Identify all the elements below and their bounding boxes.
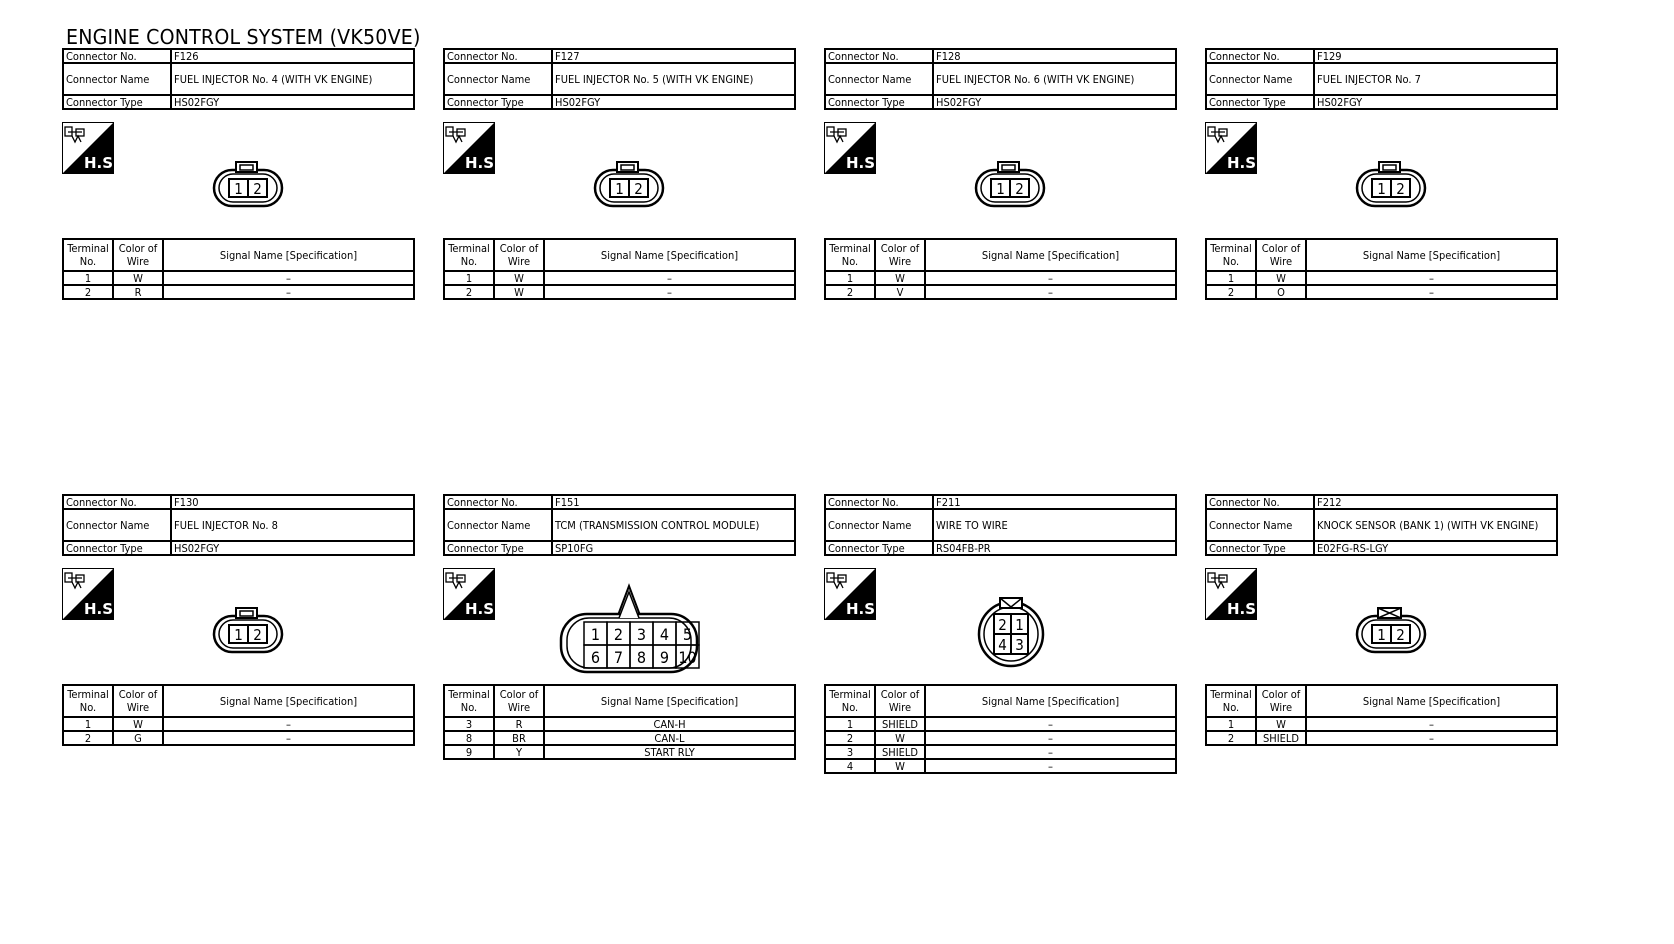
connector-face-diagram (974, 160, 1046, 210)
connector-card (1205, 48, 1558, 300)
terminal-row (825, 745, 1176, 759)
signal-name-header: Signal Name [Specification] (544, 685, 795, 717)
connector-type-label: Connector Type (1206, 95, 1314, 109)
signal-name: – (925, 745, 1176, 759)
signal-name: – (544, 285, 795, 299)
terminal-no-header: Terminal No. (1206, 685, 1256, 717)
wire-color: V (875, 285, 925, 299)
connector-card (443, 48, 796, 300)
connector-face-diagram (1355, 606, 1427, 656)
face-pin: 1 (1015, 616, 1024, 634)
connector-info-table (1205, 494, 1558, 556)
terminal-row (825, 271, 1176, 285)
connector-no-label: Connector No. (63, 495, 171, 509)
connector-info-table (443, 494, 796, 556)
connector-no-value: F212 (1314, 495, 1557, 509)
connector-face-diagram (1355, 160, 1427, 210)
connector-face-diagram (212, 606, 284, 656)
connector-no-label: Connector No. (1206, 495, 1314, 509)
connector-name-label: Connector Name (444, 509, 552, 541)
connector-no-value: F128 (933, 49, 1176, 63)
hs-badge-text: H.S. (465, 154, 500, 172)
terminal-row (444, 745, 795, 759)
wire-color-header: Color of Wire (113, 685, 163, 717)
connector-no-label: Connector No. (1206, 49, 1314, 63)
connector-name-value: FUEL INJECTOR No. 5 (WITH VK ENGINE) (552, 63, 795, 95)
hs-badge-text: H.S. (846, 600, 881, 618)
connector-type-value: HS02FGY (171, 95, 414, 109)
connector-name-value: FUEL INJECTOR No. 8 (171, 509, 414, 541)
wire-color-header: Color of Wire (494, 685, 544, 717)
connector-no-label: Connector No. (825, 495, 933, 509)
connector-no-value: F211 (933, 495, 1176, 509)
connector-name-label: Connector Name (825, 63, 933, 95)
connector-card (443, 494, 796, 760)
terminal-row (63, 285, 414, 299)
signal-name: CAN-L (544, 731, 795, 745)
wire-color: Y (494, 745, 544, 759)
signal-name-header: Signal Name [Specification] (544, 239, 795, 271)
signal-name: – (1306, 717, 1557, 731)
signal-name: – (925, 285, 1176, 299)
terminal-number: 2 (63, 285, 113, 299)
signal-name-header: Signal Name [Specification] (925, 239, 1176, 271)
signal-name-header: Signal Name [Specification] (1306, 239, 1557, 271)
terminal-table (1205, 684, 1558, 746)
terminal-row (444, 271, 795, 285)
terminal-table (62, 238, 415, 300)
terminal-number: 1 (1206, 717, 1256, 731)
connector-no-value: F126 (171, 49, 414, 63)
terminal-number: 2 (825, 731, 875, 745)
wire-color: BR (494, 731, 544, 745)
signal-name: – (1306, 731, 1557, 745)
face-pin: 1 (1377, 180, 1386, 198)
face-pin: 9 (659, 648, 670, 667)
terminal-row (444, 717, 795, 731)
signal-name: START RLY (544, 745, 795, 759)
terminal-number: 2 (63, 731, 113, 745)
wire-color: W (494, 285, 544, 299)
terminal-number: 2 (1206, 731, 1256, 745)
hs-badge-text: H.S. (465, 600, 500, 618)
connector-info-table (824, 494, 1177, 556)
connector-card (824, 48, 1177, 300)
harness-side-icon (443, 568, 500, 620)
signal-name-header: Signal Name [Specification] (163, 239, 414, 271)
wire-color: W (875, 731, 925, 745)
wire-color-header: Color of Wire (1256, 239, 1306, 271)
connector-face-diagram (593, 160, 665, 210)
terminal-row (63, 717, 414, 731)
face-pin: 1 (590, 625, 601, 644)
terminal-number: 1 (63, 271, 113, 285)
wire-color: W (1256, 717, 1306, 731)
wire-color-header: Color of Wire (875, 239, 925, 271)
harness-side-icon (1205, 122, 1262, 174)
wire-color-header: Color of Wire (494, 239, 544, 271)
signal-name: – (925, 731, 1176, 745)
terminal-row (825, 285, 1176, 299)
connector-name-value: FUEL INJECTOR No. 6 (WITH VK ENGINE) (933, 63, 1176, 95)
connector-name-value: WIRE TO WIRE (933, 509, 1176, 541)
connector-type-value: SP10FG (552, 541, 795, 555)
face-pin: 2 (253, 626, 262, 644)
face-pin: 7 (613, 648, 624, 667)
connector-type-value: HS02FGY (171, 541, 414, 555)
wire-color: W (1256, 271, 1306, 285)
terminal-no-header: Terminal No. (825, 685, 875, 717)
connector-no-label: Connector No. (444, 49, 552, 63)
connector-name-label: Connector Name (825, 509, 933, 541)
terminal-number: 1 (63, 717, 113, 731)
face-pin: 5 (682, 625, 693, 644)
connector-type-label: Connector Type (444, 541, 552, 555)
wire-color: W (113, 271, 163, 285)
signal-name: – (925, 271, 1176, 285)
terminal-number: 3 (444, 717, 494, 731)
connector-no-value: F151 (552, 495, 795, 509)
terminal-no-header: Terminal No. (825, 239, 875, 271)
connector-info-table (1205, 48, 1558, 110)
face-pin: 10 (678, 648, 697, 667)
terminal-number: 1 (825, 717, 875, 731)
connector-no-label: Connector No. (63, 49, 171, 63)
face-pin: 2 (998, 616, 1007, 634)
connector-no-value: F127 (552, 49, 795, 63)
terminal-no-header: Terminal No. (63, 685, 113, 717)
face-pin: 2 (1015, 180, 1024, 198)
terminal-table (443, 238, 796, 300)
connector-card (1205, 494, 1558, 746)
wire-color: W (494, 271, 544, 285)
connector-type-value: RS04FB-PR (933, 541, 1176, 555)
connector-type-label: Connector Type (444, 95, 552, 109)
terminal-table (62, 684, 415, 746)
terminal-number: 4 (825, 759, 875, 773)
harness-side-icon (1205, 568, 1262, 620)
terminal-number: 2 (825, 285, 875, 299)
face-pin: 2 (253, 180, 262, 198)
connector-info-table (824, 48, 1177, 110)
signal-name: – (163, 717, 414, 731)
terminal-number: 2 (1206, 285, 1256, 299)
terminal-row (825, 731, 1176, 745)
face-pin: 1 (1377, 626, 1386, 644)
connector-name-label: Connector Name (63, 63, 171, 95)
connector-name-label: Connector Name (63, 509, 171, 541)
terminal-row (1206, 271, 1557, 285)
wire-color-header: Color of Wire (113, 239, 163, 271)
wire-color-header: Color of Wire (875, 685, 925, 717)
harness-side-icon (824, 568, 881, 620)
face-pin: 4 (659, 625, 670, 644)
wire-color: G (113, 731, 163, 745)
terminal-row (825, 759, 1176, 773)
connector-card (824, 494, 1177, 774)
connector-card (62, 48, 415, 300)
harness-side-icon (443, 122, 500, 174)
connector-no-value: F129 (1314, 49, 1557, 63)
terminal-row (1206, 731, 1557, 745)
connector-info-table (62, 48, 415, 110)
signal-name: – (544, 271, 795, 285)
terminal-row (63, 271, 414, 285)
signal-name: – (925, 717, 1176, 731)
signal-name: – (1306, 271, 1557, 285)
wire-color: O (1256, 285, 1306, 299)
face-pin: 1 (234, 180, 243, 198)
terminal-no-header: Terminal No. (444, 685, 494, 717)
connector-no-label: Connector No. (444, 495, 552, 509)
connector-card (62, 494, 415, 746)
face-pin: 1 (234, 626, 243, 644)
terminal-table (824, 238, 1177, 300)
wire-color: W (875, 271, 925, 285)
connector-name-value: TCM (TRANSMISSION CONTROL MODULE) (552, 509, 795, 541)
connector-info-table (62, 494, 415, 556)
terminal-row (1206, 285, 1557, 299)
terminal-no-header: Terminal No. (444, 239, 494, 271)
wire-color: R (494, 717, 544, 731)
terminal-no-header: Terminal No. (1206, 239, 1256, 271)
signal-name-header: Signal Name [Specification] (925, 685, 1176, 717)
connector-name-label: Connector Name (1206, 63, 1314, 95)
hs-badge-text: H.S. (84, 600, 119, 618)
connector-name-label: Connector Name (1206, 509, 1314, 541)
face-pin: 2 (1396, 180, 1405, 198)
face-pin: 3 (1015, 636, 1024, 654)
connector-type-label: Connector Type (63, 541, 171, 555)
connector-face-diagram (212, 160, 284, 210)
terminal-number: 1 (1206, 271, 1256, 285)
terminal-row (825, 717, 1176, 731)
hs-badge-text: H.S. (1227, 154, 1262, 172)
terminal-row (444, 285, 795, 299)
connector-type-value: HS02FGY (552, 95, 795, 109)
terminal-number: 9 (444, 745, 494, 759)
signal-name-header: Signal Name [Specification] (163, 685, 414, 717)
connector-name-value: FUEL INJECTOR No. 4 (WITH VK ENGINE) (171, 63, 414, 95)
hs-badge-text: H.S. (84, 154, 119, 172)
connector-type-label: Connector Type (825, 541, 933, 555)
face-pin: 4 (998, 636, 1007, 654)
terminal-row (444, 731, 795, 745)
connector-face-diagram (559, 584, 699, 676)
connector-type-label: Connector Type (825, 95, 933, 109)
connector-name-value: KNOCK SENSOR (BANK 1) (WITH VK ENGINE) (1314, 509, 1557, 541)
face-pin: 3 (636, 625, 647, 644)
wire-color: SHIELD (1256, 731, 1306, 745)
connector-type-label: Connector Type (63, 95, 171, 109)
face-pin: 6 (590, 648, 601, 667)
face-pin: 2 (634, 180, 643, 198)
hs-badge-text: H.S. (1227, 600, 1262, 618)
connector-type-value: HS02FGY (1314, 95, 1557, 109)
harness-side-icon (824, 122, 881, 174)
terminal-table (1205, 238, 1558, 300)
terminal-table (824, 684, 1177, 774)
signal-name: – (163, 731, 414, 745)
wire-color: R (113, 285, 163, 299)
hs-badge-text: H.S. (846, 154, 881, 172)
page-title: ENGINE CONTROL SYSTEM (VK50VE) (66, 25, 421, 49)
wire-color-header: Color of Wire (1256, 685, 1306, 717)
terminal-number: 1 (825, 271, 875, 285)
terminal-row (1206, 717, 1557, 731)
terminal-number: 2 (444, 285, 494, 299)
face-pin: 8 (636, 648, 647, 667)
face-pin: 2 (1396, 626, 1405, 644)
connector-info-table (443, 48, 796, 110)
connector-face-diagram (974, 594, 1048, 666)
terminal-row (63, 731, 414, 745)
signal-name-header: Signal Name [Specification] (1306, 685, 1557, 717)
connector-no-value: F130 (171, 495, 414, 509)
face-pin: 1 (615, 180, 624, 198)
wire-color: SHIELD (875, 745, 925, 759)
signal-name: – (1306, 285, 1557, 299)
terminal-number: 3 (825, 745, 875, 759)
signal-name: – (163, 271, 414, 285)
connector-name-label: Connector Name (444, 63, 552, 95)
connector-type-value: HS02FGY (933, 95, 1176, 109)
terminal-number: 1 (444, 271, 494, 285)
wire-color: W (875, 759, 925, 773)
face-pin: 1 (996, 180, 1005, 198)
wire-color: W (113, 717, 163, 731)
signal-name: – (925, 759, 1176, 773)
terminal-no-header: Terminal No. (63, 239, 113, 271)
connector-name-value: FUEL INJECTOR No. 7 (1314, 63, 1557, 95)
signal-name: CAN-H (544, 717, 795, 731)
face-pin: 2 (613, 625, 624, 644)
harness-side-icon (62, 568, 119, 620)
connector-type-value: E02FG-RS-LGY (1314, 541, 1557, 555)
terminal-table (443, 684, 796, 760)
connector-no-label: Connector No. (825, 49, 933, 63)
wire-color: SHIELD (875, 717, 925, 731)
signal-name: – (163, 285, 414, 299)
connector-type-label: Connector Type (1206, 541, 1314, 555)
terminal-number: 8 (444, 731, 494, 745)
harness-side-icon (62, 122, 119, 174)
